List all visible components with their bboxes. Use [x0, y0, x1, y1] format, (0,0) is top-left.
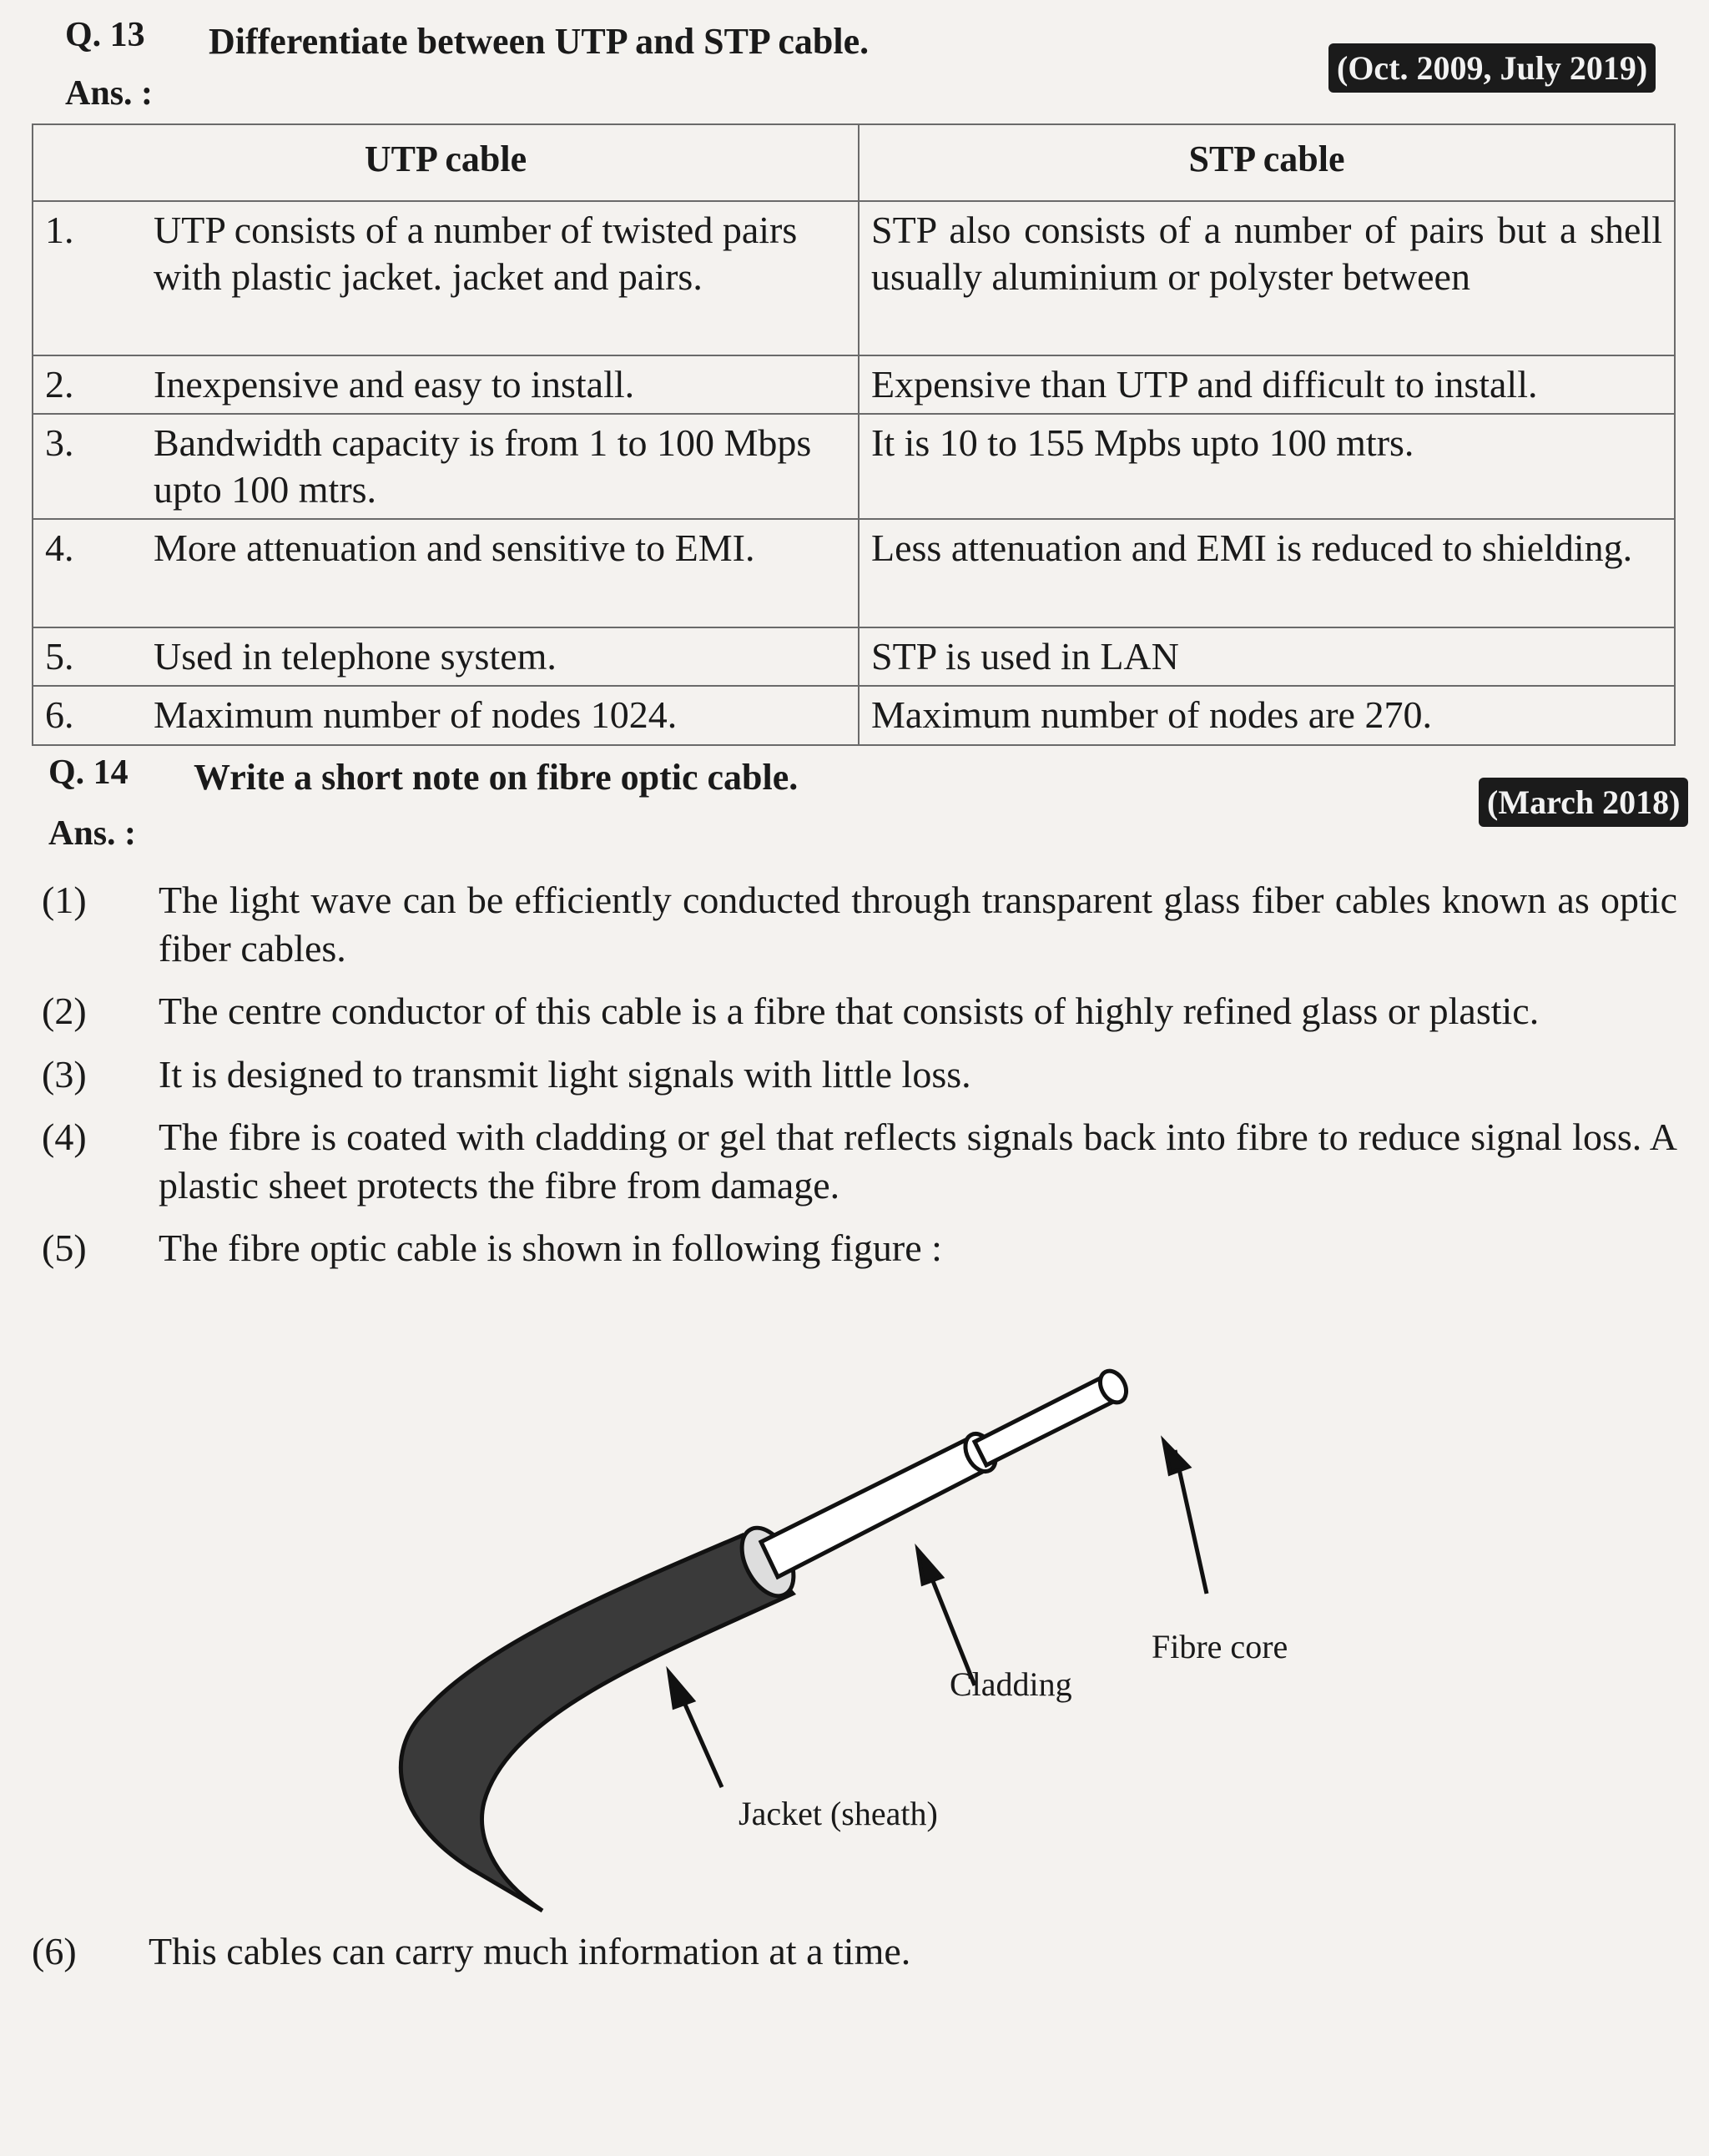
utp-text: Used in telephone system. [154, 635, 557, 678]
table-row [33, 627, 1675, 686]
utp-text: UTP consists of a number of twisted pairs with plastic jacket. jacket and pairs. [154, 209, 798, 299]
table-header-row [33, 124, 1675, 201]
answer-label: Ans. : [48, 814, 137, 853]
point-text: The fibre optic cable is shown in following figure : [159, 1227, 942, 1269]
exam-date-badge: (March 2018) [1479, 778, 1688, 827]
row-number: 2. [45, 363, 74, 406]
list-item [42, 876, 1677, 972]
column-header-utp: UTP cable [33, 124, 859, 201]
utp-cell [33, 686, 859, 744]
list-item [42, 1224, 1677, 1272]
answer-label: Ans. : [65, 74, 154, 113]
row-number: 3. [45, 421, 74, 465]
point-index: (1) [42, 879, 87, 921]
cladding-shape [761, 1437, 989, 1577]
point-text: It is designed to transmit light signals with little loss. [159, 1052, 971, 1096]
column-header-stp: STP cable [859, 124, 1675, 201]
utp-cell [33, 519, 859, 627]
point-index: (4) [42, 1116, 87, 1158]
table-row [33, 355, 1675, 414]
utp-text: Bandwidth capacity is from 1 to 100 Mbps upto 100 mtrs. [154, 421, 812, 511]
stp-cell: Less attenuation and EMI is reduced to shielding. [859, 519, 1675, 627]
point-text: The light wave can be efficiently conducted through transparent glass fiber cables known as optic fiber cables. [159, 879, 1677, 970]
utp-text: Maximum number of nodes 1024. [154, 693, 678, 737]
question-text: Differentiate between UTP and STP cable. [209, 21, 870, 62]
stp-cell: STP also consists of a number of pairs but a shell usually aluminium or polyster between [859, 201, 1675, 355]
jacket-label: Jacket (sheath) [739, 1795, 938, 1832]
list-item [42, 1050, 1677, 1099]
jacket-shape [401, 1535, 793, 1911]
point-text: The fibre is coated with cladding or gel that reflects signals back into fibre to reduce signal loss. A plastic sheet protects the fibre from damage. [159, 1116, 1677, 1206]
row-number: 1. [45, 209, 74, 251]
utp-text: Inexpensive and easy to install. [154, 363, 635, 406]
utp-cell [33, 414, 859, 519]
stp-cell: Maximum number of nodes are 270. [859, 686, 1675, 744]
list-item [42, 987, 1677, 1035]
core-shape [975, 1375, 1120, 1465]
row-number: 6. [45, 693, 74, 737]
point-index: (3) [42, 1052, 87, 1096]
list-item [42, 1113, 1677, 1209]
question-number: Q. 14 [48, 753, 129, 792]
utp-cell [33, 201, 859, 355]
table-row [33, 414, 1675, 519]
point-text: The centre conductor of this cable is a fibre that consists of highly refined glass or plastic. [159, 990, 1540, 1032]
fibre-core-arrow [1164, 1442, 1207, 1594]
answer-points-continued [32, 1927, 1667, 1991]
row-number: 4. [45, 526, 74, 570]
exam-date-badge: (Oct. 2009, July 2019) [1328, 43, 1656, 93]
row-number: 5. [45, 635, 74, 678]
point-index: (2) [42, 990, 87, 1032]
stp-cell: Expensive than UTP and difficult to install. [859, 355, 1675, 414]
comparison-table [32, 123, 1676, 746]
list-item [32, 1927, 1667, 1976]
jacket-arrow [669, 1673, 722, 1787]
question-number: Q. 13 [65, 16, 145, 54]
fibre-optic-cable-figure [350, 1335, 1352, 1919]
fibre-core-label: Fibre core [1152, 1628, 1288, 1665]
answer-points [42, 876, 1677, 1287]
utp-cell [33, 627, 859, 686]
point-index: (6) [32, 1930, 77, 1972]
utp-text: More attenuation and sensitive to EMI. [154, 526, 755, 570]
cladding-label: Cladding [950, 1665, 1072, 1703]
point-text: This cables can carry much information at a time. [149, 1930, 911, 1972]
table-row [33, 686, 1675, 744]
table-row [33, 201, 1675, 355]
question-text: Write a short note on fibre optic cable. [194, 757, 799, 798]
stp-cell: STP is used in LAN [859, 627, 1675, 686]
table-row [33, 519, 1675, 627]
stp-cell: It is 10 to 155 Mpbs upto 100 mtrs. [859, 414, 1675, 519]
point-index: (5) [42, 1227, 87, 1269]
utp-cell [33, 355, 859, 414]
